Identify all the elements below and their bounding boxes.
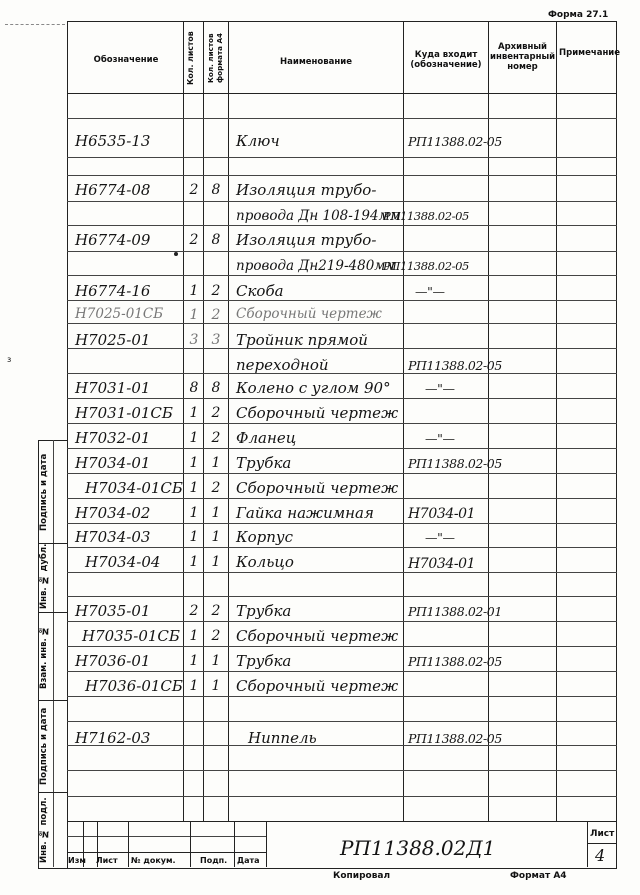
title-block-top xyxy=(67,821,617,822)
header-name: Наименование xyxy=(280,57,352,67)
tb-col xyxy=(234,821,235,867)
row-sheets-format: 8 xyxy=(211,182,221,198)
row-code: Н7035-01 xyxy=(75,602,151,620)
row-sheets-count: 1 xyxy=(189,307,199,323)
header-sheets-format: Кол. листов формата А4 xyxy=(206,32,224,84)
row-name: Трубка xyxy=(236,652,292,670)
row-name: Ключ xyxy=(236,132,280,150)
row-code: Н6774-16 xyxy=(75,282,151,300)
row-sheets-format: 2 xyxy=(211,480,221,496)
row-sheets-count: 1 xyxy=(189,405,199,421)
tb-data: Дата xyxy=(237,856,260,865)
row-rule xyxy=(67,621,617,622)
row-code: Н7036-01СБ xyxy=(85,677,183,695)
tb-list: Лист xyxy=(96,856,118,865)
row-sheets-format: 1 xyxy=(211,678,221,694)
row-sheets-count: 1 xyxy=(189,628,199,644)
row-name: Изоляция трубо- xyxy=(236,231,377,249)
row-sheets-format: 1 xyxy=(211,554,221,570)
row-sheets-format: 2 xyxy=(211,603,221,619)
row-code: Н7162-03 xyxy=(75,729,151,747)
header-rule xyxy=(67,93,617,94)
row-rule xyxy=(67,275,617,276)
row-rule xyxy=(67,398,617,399)
row-code: Н7034-01СБ xyxy=(85,479,183,497)
side-stamp-rule xyxy=(38,700,67,701)
row-name: Фланец xyxy=(236,429,297,447)
row-name: Сборочный чертеж xyxy=(236,479,399,497)
row-sheets-format: 2 xyxy=(211,283,221,299)
row-sheets-count: 3 xyxy=(189,332,199,348)
row-destination: РП11388.02-05 xyxy=(408,358,502,373)
row-rule xyxy=(67,157,617,158)
row-rule xyxy=(67,300,617,301)
row-destination: РП11388.02-05 xyxy=(408,134,502,149)
side-stamp-rule xyxy=(38,612,67,613)
row-rule xyxy=(67,118,617,119)
row-rule xyxy=(67,251,617,252)
row-sheets-count: 1 xyxy=(189,430,199,446)
side-sign-date-2: Подпись и дата xyxy=(39,707,49,786)
row-sheets-count: 1 xyxy=(189,505,199,521)
tb-sheet-label: Лист xyxy=(590,829,615,839)
header-designation: Обозначение xyxy=(93,55,159,65)
col-div-3 xyxy=(228,21,229,821)
row-sheets-format: 1 xyxy=(211,529,221,545)
row-destination: РП11388.02-05 xyxy=(383,209,469,223)
row-sheets-format: 2 xyxy=(211,430,221,446)
edge-mark: з xyxy=(7,355,12,364)
row-code: Н7036-01 xyxy=(75,652,151,670)
row-sheets-format: 8 xyxy=(211,232,221,248)
header-destination: Куда входит (обозначение) xyxy=(410,50,482,70)
row-sheets-format: 8 xyxy=(211,380,221,396)
row-rule xyxy=(67,523,617,524)
form-label: Форма 27.1 xyxy=(548,10,609,20)
row-sheets-count: 1 xyxy=(189,678,199,694)
row-sheets-count: 1 xyxy=(189,283,199,299)
row-code: Н7031-01СБ xyxy=(75,404,173,422)
row-rule xyxy=(67,671,617,672)
tb-col xyxy=(128,821,129,867)
row-rule xyxy=(67,547,617,548)
row-destination: РП11388.02-05 xyxy=(408,731,502,746)
row-name: Сборочный чертеж xyxy=(236,627,399,645)
row-code: Н7034-04 xyxy=(85,553,161,571)
row-destination: РП11388.02-01 xyxy=(408,604,502,619)
row-sheets-format: 2 xyxy=(211,307,221,323)
row-name: Колено с углом 90° xyxy=(236,379,391,397)
row-sheets-format: 1 xyxy=(211,455,221,471)
header-note: Примечание xyxy=(559,48,621,58)
row-sheets-format: 1 xyxy=(211,653,221,669)
header-archive: Архивный инвентарный номер xyxy=(490,42,556,72)
row-sheets-format: 2 xyxy=(211,628,221,644)
tb-designation: РП11388.02Д1 xyxy=(340,836,496,860)
row-code: Н7034-02 xyxy=(75,504,151,522)
header-sheets-count: Кол. листов xyxy=(186,31,195,85)
row-code: Н7025-01 xyxy=(75,331,151,349)
row-rule xyxy=(67,225,617,226)
row-name: Сборочный чертеж xyxy=(236,404,399,422)
row-name: Ниппель xyxy=(248,729,317,747)
row-name: Сборочный чертеж xyxy=(236,677,399,695)
row-code: Н6774-08 xyxy=(75,181,151,199)
tb-podp: Подп. xyxy=(200,856,228,865)
side-inv-podl: Инв. № подл. xyxy=(39,797,49,863)
row-destination: —"— xyxy=(425,431,455,446)
row-rule xyxy=(67,721,617,722)
row-rule xyxy=(67,696,617,697)
row-rule xyxy=(67,646,617,647)
tb-col xyxy=(190,821,191,867)
row-rule xyxy=(67,448,617,449)
row-code: Н7034-01 xyxy=(75,454,151,472)
row-code: Н7025-01СБ xyxy=(75,306,164,322)
side-sign-date: Подпись и дата xyxy=(39,453,49,531)
row-destination: РП11388.02-05 xyxy=(383,259,469,273)
row-destination: —"— xyxy=(425,381,455,396)
tb-doc-no: № докум. xyxy=(131,856,176,865)
row-name: Корпус xyxy=(236,528,294,546)
row-name-line2: провода Дн 108-194мм xyxy=(236,208,401,224)
row-destination: Н7034-01 xyxy=(408,506,476,522)
row-rule xyxy=(67,473,617,474)
row-sheets-format: 3 xyxy=(211,332,221,348)
row-rule xyxy=(67,323,617,324)
tb-sheet-no: 4 xyxy=(595,846,606,865)
side-inv-dubl: Инв. № дубл. xyxy=(39,543,49,609)
row-name: Скоба xyxy=(236,282,284,300)
col-div-6 xyxy=(556,21,557,821)
side-stamp-rule xyxy=(38,792,67,793)
col-div-4 xyxy=(403,21,404,821)
row-code: Н6774-09 xyxy=(75,231,151,249)
row-code: Н7031-01 xyxy=(75,379,151,397)
scan-dot xyxy=(174,252,178,256)
row-rule xyxy=(67,175,617,176)
tb-col xyxy=(266,821,267,867)
row-sheets-count: 1 xyxy=(189,529,199,545)
row-rule xyxy=(67,373,617,374)
footer-format: Формат А4 xyxy=(510,871,567,881)
trim-line xyxy=(5,24,65,25)
row-sheets-count: 1 xyxy=(189,480,199,496)
row-rule xyxy=(67,201,617,202)
col-div-2 xyxy=(203,21,204,821)
row-name: Кольцо xyxy=(236,553,294,571)
row-rule xyxy=(67,498,617,499)
row-name: Сборочный чертеж xyxy=(236,306,382,322)
row-sheets-count: 1 xyxy=(189,653,199,669)
side-vzam-inv: Взам. инв. № xyxy=(39,625,49,689)
row-destination: Н7034-01 xyxy=(408,556,476,572)
row-name: Тройник прямой xyxy=(236,331,368,349)
row-code: Н7032-01 xyxy=(75,429,151,447)
tb-sheet-rule xyxy=(587,843,617,844)
col-div-1 xyxy=(183,21,184,821)
row-destination: РП11388.02-05 xyxy=(408,456,502,471)
row-name: Трубка xyxy=(236,602,292,620)
row-name: Изоляция трубо- xyxy=(236,181,377,199)
row-sheets-format: 1 xyxy=(211,505,221,521)
row-code: Н7034-03 xyxy=(75,528,151,546)
row-rule xyxy=(67,423,617,424)
tb-col xyxy=(587,821,588,867)
row-sheets-count: 2 xyxy=(189,603,199,619)
row-sheets-count: 1 xyxy=(189,455,199,471)
row-name: Гайка нажимная xyxy=(236,504,374,522)
row-sheets-count: 2 xyxy=(189,182,199,198)
row-destination: РП11388.02-05 xyxy=(408,654,502,669)
row-destination: —"— xyxy=(425,530,455,545)
row-name-line2: провода Дн219-480мм xyxy=(236,258,397,274)
row-sheets-count: 8 xyxy=(189,380,199,396)
footer-copied: Копировал xyxy=(333,871,391,881)
row-sheets-format: 2 xyxy=(211,405,221,421)
row-rule xyxy=(67,796,617,797)
tb-izm: Изм xyxy=(68,856,86,865)
row-destination: —"— xyxy=(415,284,445,299)
row-code: Н6535-13 xyxy=(75,132,151,150)
row-rule xyxy=(67,572,617,573)
row-name-line2: переходной xyxy=(236,356,329,374)
row-sheets-count: 2 xyxy=(189,232,199,248)
row-sheets-count: 1 xyxy=(189,554,199,570)
row-name: Трубка xyxy=(236,454,292,472)
row-rule xyxy=(67,770,617,771)
row-rule xyxy=(67,596,617,597)
row-code: Н7035-01СБ xyxy=(82,627,180,645)
side-stamp-inner-line xyxy=(53,440,54,867)
